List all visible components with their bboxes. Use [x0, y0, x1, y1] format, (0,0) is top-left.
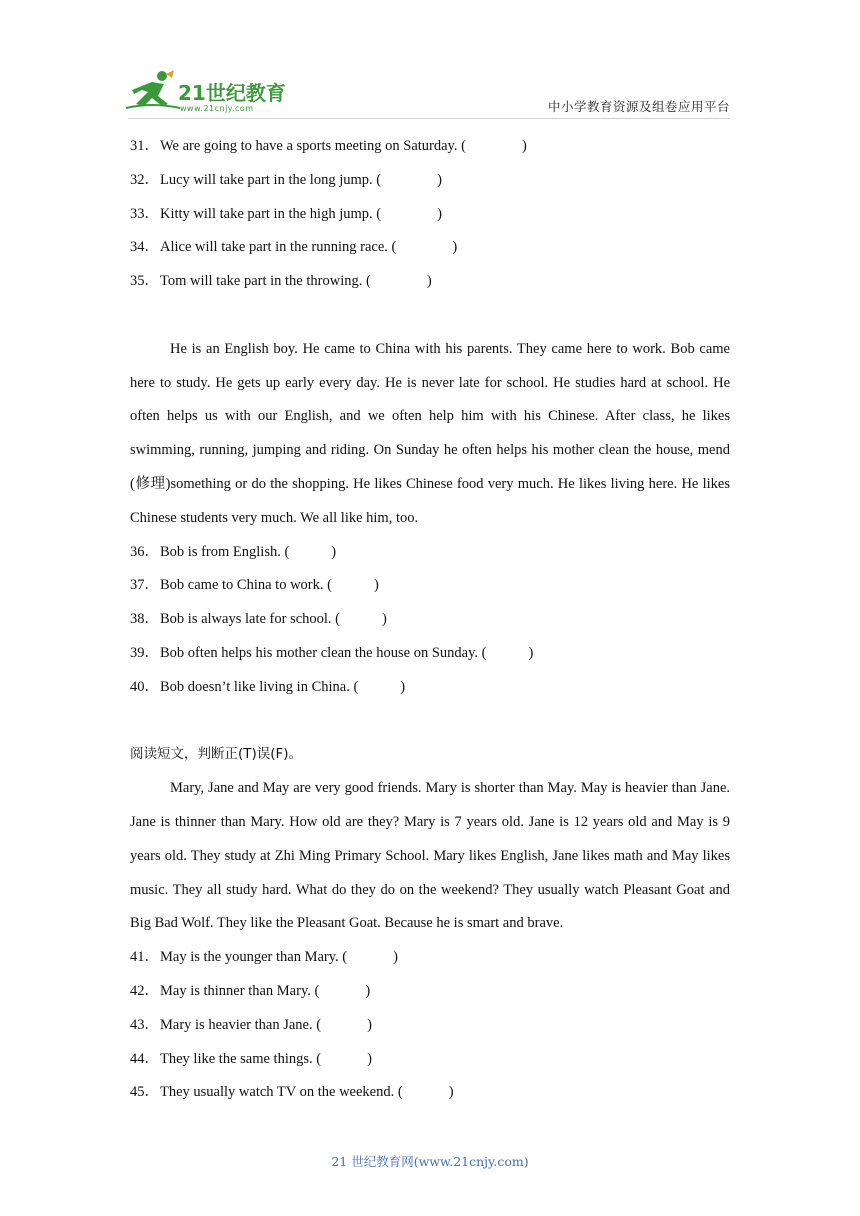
logo-sub-text: www.21cnjy.com	[180, 104, 254, 113]
page-footer: 21 世纪教育网(www.21cnjy.com)	[331, 1154, 529, 1169]
spacer	[130, 299, 730, 333]
spacer	[130, 705, 730, 739]
question-40: 40．Bob doesn’t like living in China. ( )	[130, 678, 406, 695]
question-43: 43．Mary is heavier than Jane. ( )	[130, 1016, 372, 1033]
question-38: 38．Bob is always late for school. ( )	[130, 611, 387, 628]
question-34: 34．Alice will take part in the running race. ( )	[130, 239, 458, 256]
question-42: 42．May is thinner than Mary. ( )	[130, 982, 371, 999]
passage-friends: Mary, Jane and May are very good friends. Mary is shorter than May. May is heavier than Jane. Jane is thinner than Mary. How old are they? Mary is 7 years old. Jane is 12 years old and May is 9 years old. They study at Zhi Ming Primary School. Mary likes English, Jane likes math and May likes music. They all study hard. What do they do on the weekend? They usually watch Pleasant Goat and Big Bad Wolf. They like the Pleasant Goat. Because he is smart and brave.	[130, 780, 730, 932]
question-36: 36．Bob is from English. ( )	[130, 543, 337, 560]
question-37: 37．Bob came to China to work. ( )	[130, 577, 379, 594]
question-31: 31．We are going to have a sports meeting on Saturday. ( )	[130, 138, 527, 154]
question-39: 39．Bob often helps his mother clean the house on Sunday. ( )	[130, 644, 534, 661]
site-logo	[122, 68, 292, 114]
question-41: 41．May is the younger than Mary. ( )	[130, 949, 398, 966]
logo-main-text: 21世纪教育	[178, 81, 286, 105]
passage-bob: He is an English boy. He came to China with his parents. They came here to work. Bob came here to study. He gets up early every day. He is never late for school. He studies hard at school. He often helps us with our English, and we often help him with his Chinese. After class, he likes swimming, running, jumping and riding. On Sunday he often helps his mother clean the house, mend (修理)something or do the shopping. He likes Chinese food very much. He likes living here. He likes Chinese students very much. We all like him, too.	[130, 340, 730, 526]
question-44: 44．They like the same things. ( )	[130, 1050, 372, 1067]
logo-runner-icon	[122, 68, 292, 114]
question-45: 45．They usually watch TV on the weekend. ( )	[130, 1084, 454, 1101]
question-35: 35．Tom will take part in the throwing. ( )	[130, 273, 432, 290]
page-header	[0, 0, 860, 124]
question-33: 33．Kitty will take part in the high jump. ( )	[130, 205, 442, 222]
question-32: 32．Lucy will take part in the long jump. ( )	[130, 171, 442, 188]
header-divider	[128, 118, 730, 119]
section-instruction: 阅读短文，判断正(T)误(F)。	[130, 746, 303, 763]
worksheet-content	[130, 130, 730, 1110]
platform-name: 中小学教育资源及组卷应用平台	[547, 99, 730, 114]
